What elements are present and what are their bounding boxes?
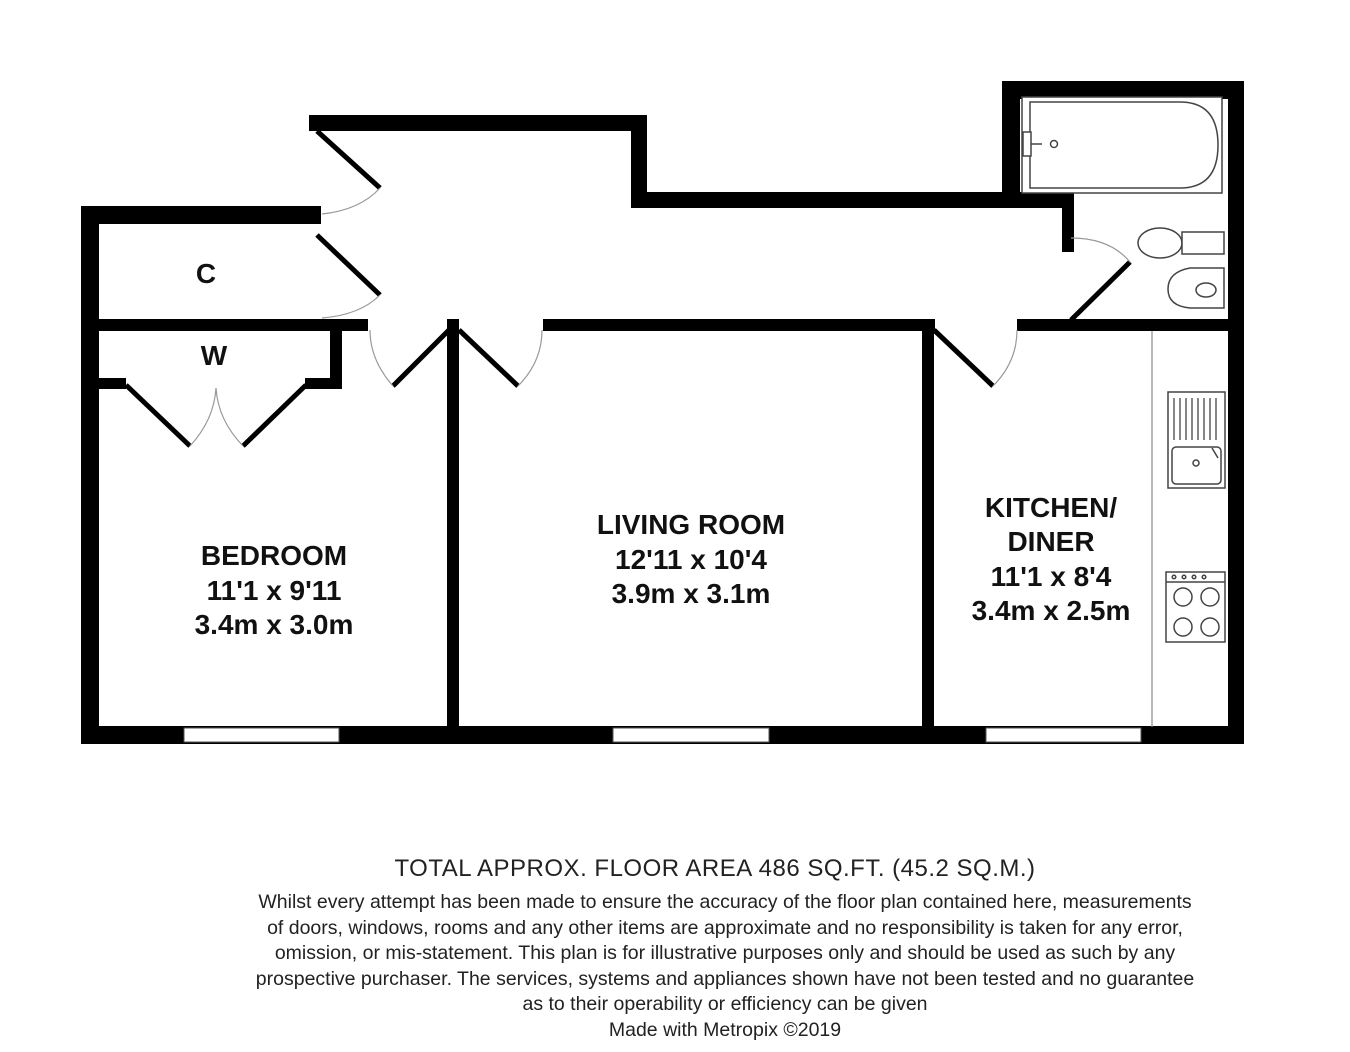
kitchen-label bbox=[972, 492, 1131, 626]
doors bbox=[126, 131, 1130, 446]
bedroom-name: BEDROOM bbox=[200, 540, 348, 571]
windows bbox=[184, 728, 1141, 742]
kitchen-metric: 3.4m x 2.5m bbox=[971, 595, 1131, 626]
disclaimer-line: of doors, windows, rooms and any other items are approximate and no responsibility is taken for any error, bbox=[267, 916, 1183, 939]
bedroom-label bbox=[195, 540, 354, 640]
bedroom-metric: 3.4m x 3.0m bbox=[194, 609, 354, 640]
kitchen-window bbox=[986, 728, 1141, 742]
living-room-label bbox=[597, 509, 785, 609]
living-room-imperial: 12'11 x 10'4 bbox=[615, 544, 767, 575]
toilet-icon bbox=[1138, 228, 1182, 258]
cupboard-label: C bbox=[195, 258, 217, 289]
kitchen-name-line1: KITCHEN/ bbox=[984, 492, 1118, 523]
living-room-metric: 3.9m x 3.1m bbox=[611, 578, 771, 609]
disclaimer bbox=[50, 890, 1350, 1043]
bedroom-imperial: 11'1 x 9'11 bbox=[206, 575, 342, 606]
kitchen-imperial: 11'1 x 8'4 bbox=[990, 561, 1112, 592]
bedroom-window bbox=[184, 728, 339, 742]
total-floor-area: TOTAL APPROX. FLOOR AREA 486 SQ.FT. (45.2 SQ.M.) bbox=[394, 855, 1036, 882]
disclaimer-line: omission, or mis-statement. This plan is for illustrative purposes only and should be used as such by any bbox=[274, 942, 1176, 964]
living-room-window bbox=[613, 728, 769, 742]
wardrobe-label: W bbox=[200, 340, 228, 371]
kitchen-name-line2: DINER bbox=[1007, 526, 1095, 557]
credit: Made with Metropix ©2019 bbox=[608, 1018, 842, 1041]
living-room-name: LIVING ROOM bbox=[596, 509, 786, 540]
bath-tub bbox=[1030, 102, 1218, 188]
kitchen-fixtures bbox=[1152, 331, 1225, 727]
disclaimer-line: prospective purchaser. The services, systems and appliances shown have not been tested and no guarantee bbox=[255, 967, 1195, 990]
disclaimer-line: as to their operability or efficiency can be given bbox=[522, 993, 928, 1015]
disclaimer-line: Whilst every attempt has been made to ensure the accuracy of the floor plan contained here, measurements bbox=[258, 891, 1192, 913]
